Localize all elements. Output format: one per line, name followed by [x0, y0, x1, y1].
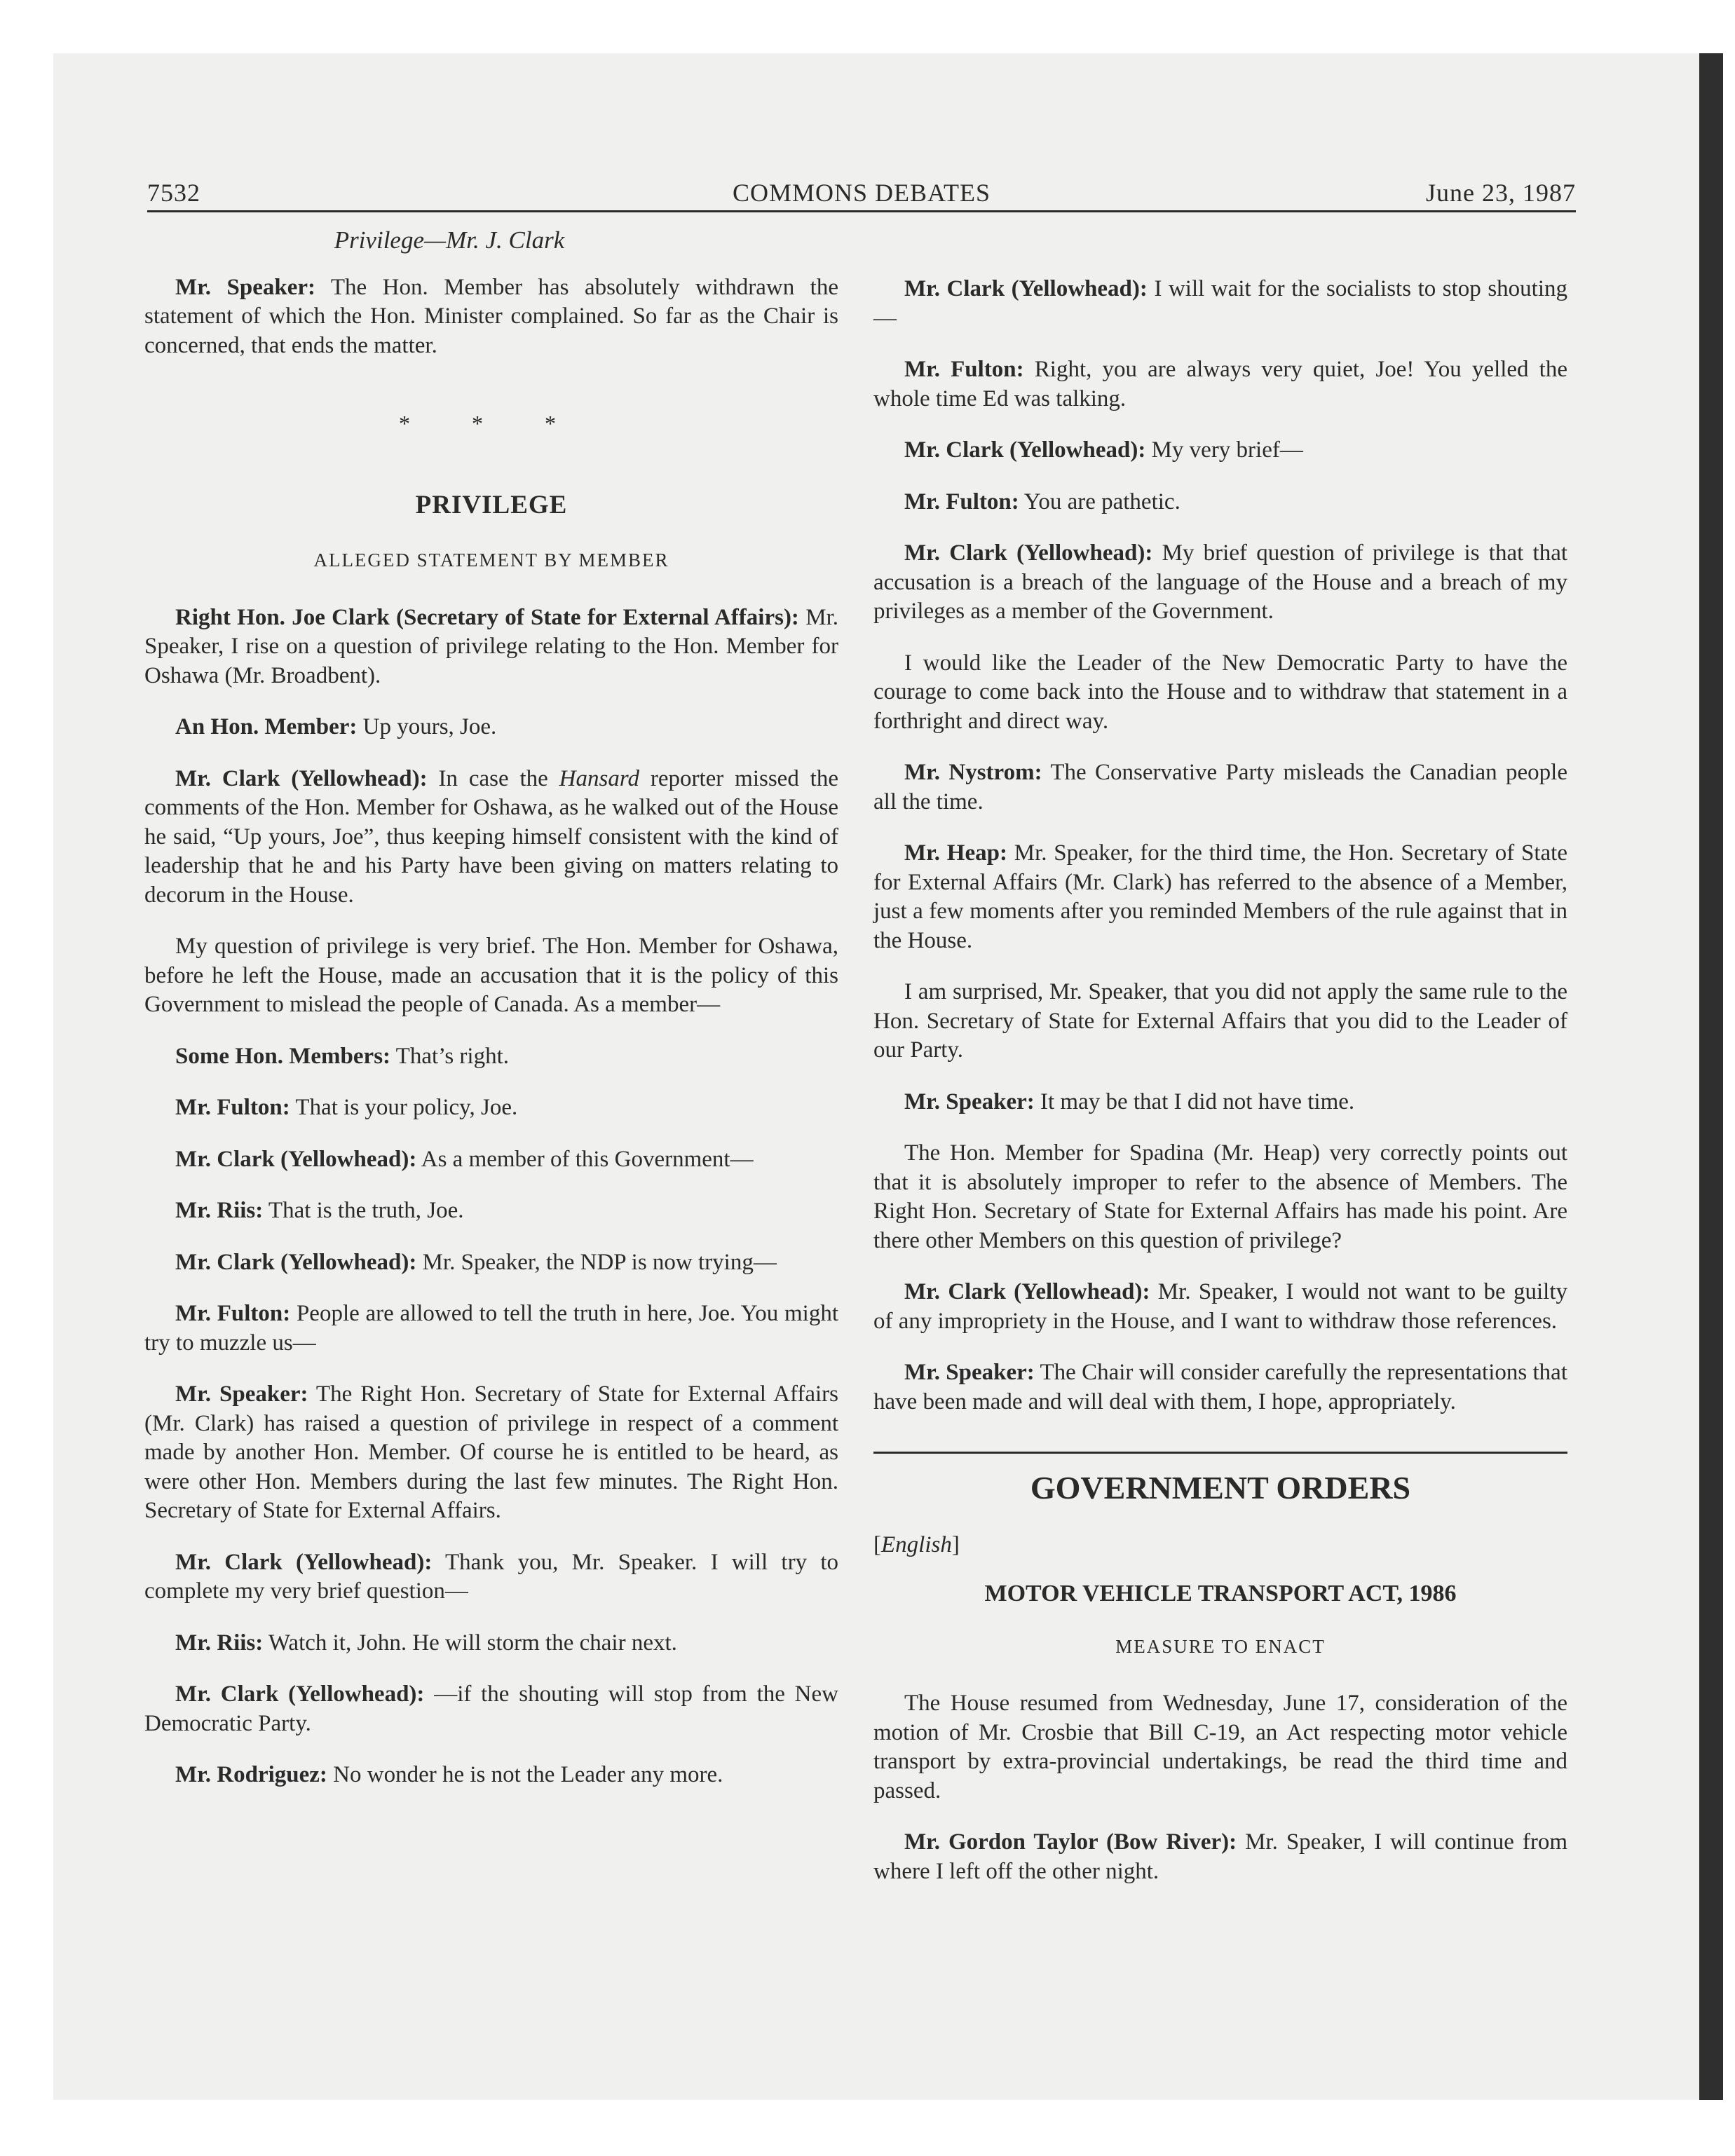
speech-text: My very brief—	[1145, 437, 1303, 463]
speaker-name: Mr. Riis:	[175, 1198, 264, 1223]
paragraph	[144, 1145, 838, 1175]
speech-text: Right, you are always very quiet, Joe! You yelled the whole time Ed was talking.	[873, 357, 1567, 411]
speech-text: You are pathetic.	[1019, 489, 1181, 514]
paragraph	[873, 1689, 1567, 1806]
right-column	[873, 275, 1567, 1909]
header-rule	[147, 210, 1576, 212]
paragraph	[144, 1042, 838, 1072]
paragraph	[873, 1088, 1567, 1117]
paragraph	[144, 1629, 838, 1658]
speech-text: Mr. Speaker, I rise on a question of privilege relating to the Hon. Member for Oshawa (Mr. Broadbent).	[144, 604, 838, 688]
speech-text: In case the	[427, 765, 559, 791]
speech-text: reporter missed the comments of the Hon. Member for Oshawa, as he walked out of the House he said, “Up yours, Joe”, thus keeping himself consistent with the kind of leadership that he and his Party have been giving on matters relating to decorum in the House.	[144, 765, 839, 908]
speech-text: That is your policy, Joe.	[290, 1095, 518, 1120]
speaker-name: Mr. Nystrom:	[904, 760, 1042, 785]
speech-text: It may be that I did not have time.	[1034, 1089, 1355, 1114]
speaker-name: Mr. Speaker:	[904, 1089, 1035, 1114]
paragraph	[144, 713, 838, 742]
paragraph	[873, 1828, 1567, 1886]
speech-text: My brief question of privilege is that that accusation is a breach of the language of the House and a breach of my privileges as a member of the Government.	[873, 540, 1568, 624]
speech-text: I am surprised, Mr. Speaker, that you did not apply the same rule to the Hon. Secretary of State for External Affairs that you did to the Leader of our Party.	[873, 979, 1567, 1063]
speech-text: My question of privilege is very brief. The Hon. Member for Oshawa, before he left the House, made an accusation that it is the policy of this Government to mislead the people of Canada. As a member—	[144, 934, 838, 1017]
paragraph	[873, 649, 1567, 737]
language-word: English	[881, 1531, 952, 1557]
speaker-name: Mr. Clark (Yellowhead):	[175, 1681, 425, 1707]
paragraph	[873, 1278, 1567, 1336]
speaker-name: Mr. Gordon Taylor (Bow River):	[904, 1829, 1237, 1855]
speaker-name: Mr. Clark (Yellowhead):	[904, 276, 1148, 301]
bill-title: MOTOR VEHICLE TRANSPORT ACT, 1986	[984, 1581, 1457, 1606]
page-header	[147, 178, 1576, 212]
paragraph	[144, 1761, 838, 1790]
paragraph	[144, 1380, 838, 1526]
speech-text: The Hon. Member for Spadina (Mr. Heap) very correctly points out that it is absolutely improper to refer to the absence of Members. The Right Hon. Secretary of State for External Affairs has made his point. Are there other Members on this question of privilege?	[873, 1140, 1567, 1253]
speech-text: Up yours, Joe.	[357, 714, 497, 739]
paragraph	[144, 273, 838, 361]
running-head: Privilege—Mr. J. Clark	[334, 226, 565, 254]
speech-text: Mr. Speaker, I would not want to be guilty of any impropriety in the House, and I want to withdraw those references.	[873, 1279, 1567, 1334]
paragraph	[873, 1358, 1567, 1417]
speaker-name: Mr. Clark (Yellowhead):	[175, 765, 428, 791]
speaker-name: Mr. Fulton:	[904, 489, 1019, 514]
page-number: 7532	[147, 179, 200, 207]
speech-text: —if the shouting will stop from the New Democratic Party.	[144, 1681, 838, 1736]
scan-edge-shadow	[1699, 53, 1723, 2100]
speech-text: As a member of this Government—	[416, 1146, 754, 1172]
speech-text: No wonder he is not the Leader any more.	[327, 1762, 723, 1787]
section-title: PRIVILEGE	[415, 490, 568, 519]
paragraph	[873, 978, 1567, 1065]
speech-text: The Right Hon. Secretary of State for External Affairs (Mr. Clark) has raised a question of privilege in respect of a comment made by another Hon. Member. Of course he is entitled to be heard, as were other Hon. Members during the last few minutes. The Right Hon. Secretary of State for External Affairs.	[144, 1381, 838, 1523]
paragraph	[873, 839, 1567, 955]
publication-date: June 23, 1987	[1426, 179, 1576, 207]
paragraph	[873, 539, 1567, 627]
speaker-name: Mr. Fulton:	[175, 1095, 290, 1120]
italic-text: Hansard	[559, 765, 639, 791]
speaker-name: Mr. Clark (Yellowhead):	[175, 1146, 417, 1172]
subsection-title: ALLEGED STATEMENT BY MEMBER	[313, 550, 669, 571]
speech-text: The Conservative Party misleads the Canadian people all the time.	[873, 760, 1567, 814]
orders-title: GOVERNMENT ORDERS	[1030, 1470, 1411, 1506]
speech-text: I would like the Leader of the New Democratic Party to have the courage to come back into the House and to withdraw that statement in a forthright and direct way.	[873, 650, 1567, 734]
paragraph	[873, 488, 1567, 517]
speech-text: I will wait for the socialists to stop shouting—	[873, 276, 1568, 331]
paragraph	[144, 1248, 838, 1278]
section-rule	[873, 1452, 1567, 1454]
speaker-name: Mr. Fulton:	[175, 1301, 291, 1326]
speaker-name: Mr. Speaker:	[175, 1381, 308, 1407]
speaker-name: Mr. Fulton:	[904, 357, 1024, 382]
speaker-name: Mr. Riis:	[175, 1630, 264, 1656]
speaker-name: Some Hon. Members:	[175, 1043, 391, 1069]
speaker-name: Mr. Clark (Yellowhead):	[175, 1549, 433, 1575]
speaker-name: Mr. Clark (Yellowhead):	[175, 1249, 417, 1275]
paragraph	[144, 1680, 838, 1738]
language-tag: [English]	[873, 1531, 960, 1557]
speech-text: Mr. Speaker, I will continue from where I left off the other night.	[873, 1829, 1568, 1884]
measure-subtitle: MEASURE TO ENACT	[1115, 1635, 1326, 1657]
speech-text: Mr. Speaker, for the third time, the Hon. Secretary of State for External Affairs (Mr. Clark) has referred to the absence of a Member, just a few moments after you reminded Members of the rule against that in the House.	[873, 840, 1567, 953]
speaker-name: Mr. Clark (Yellowhead):	[904, 540, 1153, 566]
left-column	[144, 226, 838, 1813]
speaker-name: Right Hon. Joe Clark (Secretary of State for External Affairs):	[175, 604, 799, 630]
speech-text: That is the truth, Joe.	[263, 1198, 464, 1223]
paragraph	[873, 1139, 1567, 1255]
paragraph	[144, 603, 838, 691]
paragraph	[873, 758, 1567, 817]
speech-text: That’s right.	[390, 1043, 509, 1069]
speaker-name: An Hon. Member:	[175, 714, 358, 739]
paragraph	[873, 355, 1567, 414]
speech-text: People are allowed to tell the truth in here, Joe. You might try to muzzle us—	[144, 1301, 838, 1356]
speaker-name: Mr. Clark (Yellowhead):	[904, 1279, 1150, 1304]
speech-text: Thank you, Mr. Speaker. I will try to complete my very brief question—	[144, 1549, 838, 1604]
paragraph	[144, 1093, 838, 1123]
speech-text: The House resumed from Wednesday, June 17, consideration of the motion of Mr. Crosbie that Bill C-19, an Act respecting motor vehicle transport by extra-provincial undertakings, be read the third time and passed.	[873, 1691, 1567, 1803]
paragraph	[873, 436, 1567, 465]
speech-text: Mr. Speaker, the NDP is now trying—	[416, 1249, 777, 1275]
speaker-name: Mr. Rodriguez:	[175, 1762, 327, 1787]
paragraph	[873, 275, 1567, 333]
paragraph	[144, 765, 838, 910]
speaker-name: Mr. Clark (Yellowhead):	[904, 437, 1146, 463]
speaker-name: Mr. Speaker:	[904, 1360, 1035, 1385]
speech-text: The Chair will consider carefully the representations that have been made and will deal with them, I hope, appropriately.	[873, 1360, 1567, 1414]
paragraph	[144, 1548, 838, 1606]
paragraph	[144, 1196, 838, 1226]
speech-text: Watch it, John. He will storm the chair next.	[263, 1630, 677, 1656]
speaker-name: Mr. Speaker:	[175, 274, 315, 300]
publication-title: COMMONS DEBATES	[732, 179, 991, 207]
section-separator: * * *	[399, 411, 584, 436]
speaker-name: Mr. Heap:	[904, 840, 1007, 866]
speech-text: The Hon. Member has absolutely withdrawn the statement of which the Hon. Minister complained. So far as the Chair is concerned, that ends the matter.	[144, 274, 838, 358]
paragraph	[144, 932, 838, 1020]
paragraph	[144, 1299, 838, 1358]
